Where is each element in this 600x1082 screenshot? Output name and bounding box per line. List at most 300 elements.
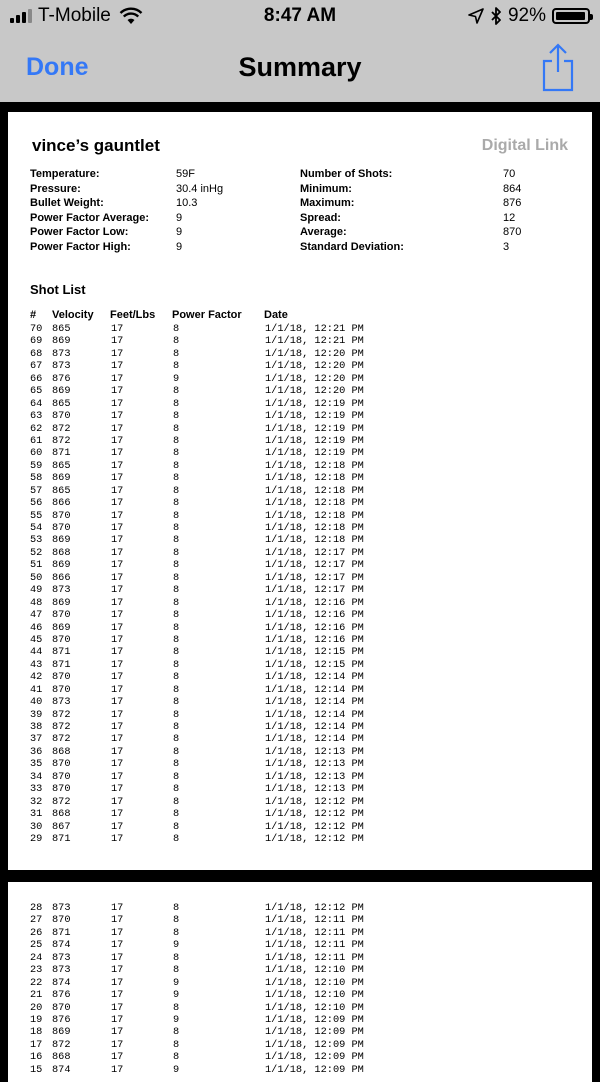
- feet-lbs-cell: 17: [111, 584, 124, 597]
- shot-number: 59: [30, 459, 43, 472]
- power-factor-cell: 8: [173, 758, 180, 771]
- date-cell: 1/1/18, 12:10 PM: [265, 964, 364, 977]
- feet-lbs-cell: 17: [111, 323, 124, 335]
- velocity-cell: 874: [52, 1063, 71, 1076]
- power-factor-cell: 8: [173, 926, 180, 939]
- date-cell: 1/1/18, 12:13 PM: [265, 758, 364, 771]
- power-factor-cell: 8: [173, 914, 180, 927]
- velocity-cell: 872: [52, 721, 71, 733]
- feet-lbs-cell: 17: [111, 534, 124, 547]
- column-header-date: Date: [264, 309, 288, 321]
- velocity-cell: 870: [52, 683, 71, 696]
- power-factor-cell: 8: [173, 621, 180, 634]
- power-factor-cell: 8: [173, 951, 180, 964]
- feet-lbs-cell: 17: [111, 497, 124, 510]
- feet-lbs-cell: 17: [111, 1038, 124, 1051]
- velocity-cell: 872: [52, 434, 71, 447]
- power-factor-cell: 8: [173, 721, 180, 733]
- velocity-cell: 870: [52, 671, 71, 684]
- power-factor-cell: 8: [173, 397, 180, 410]
- shot-number: 65: [30, 385, 43, 398]
- power-factor-cell: 8: [173, 410, 180, 423]
- date-cell: 1/1/18, 12:18 PM: [265, 459, 364, 472]
- power-factor-cell: 8: [173, 658, 180, 671]
- date-cell: 1/1/18, 12:18 PM: [265, 509, 364, 522]
- velocity-cell: 870: [52, 410, 71, 423]
- stat-value: 876: [503, 197, 522, 209]
- date-cell: 1/1/18, 12:09 PM: [265, 1013, 364, 1026]
- date-cell: 1/1/18, 12:16 PM: [265, 609, 364, 622]
- feet-lbs-cell: 17: [111, 820, 124, 833]
- velocity-cell: 866: [52, 497, 71, 510]
- velocity-cell: 872: [52, 733, 71, 746]
- date-cell: 1/1/18, 12:11 PM: [265, 914, 364, 927]
- feet-lbs-cell: 17: [111, 708, 124, 721]
- power-factor-cell: 8: [173, 696, 180, 709]
- velocity-cell: 871: [52, 832, 71, 845]
- column-header-feet-lbs: Feet/Lbs: [110, 309, 156, 321]
- velocity-cell: 868: [52, 1051, 71, 1064]
- velocity-cell: 869: [52, 335, 71, 348]
- feet-lbs-cell: 17: [111, 808, 124, 821]
- date-cell: 1/1/18, 12:15 PM: [265, 646, 364, 659]
- shot-number: 49: [30, 584, 43, 597]
- velocity-cell: 865: [52, 484, 71, 497]
- velocity-cell: 870: [52, 609, 71, 622]
- date-cell: 1/1/18, 12:20 PM: [265, 347, 364, 360]
- stat-label: Average:: [300, 226, 347, 238]
- date-cell: 1/1/18, 12:17 PM: [265, 559, 364, 572]
- stat-label: Minimum:: [300, 182, 352, 195]
- velocity-cell: 876: [52, 1013, 71, 1026]
- feet-lbs-cell: 17: [111, 795, 124, 808]
- stat-value: 59F: [176, 168, 195, 180]
- location-arrow-icon: [468, 8, 484, 24]
- stat-label: Bullet Weight:: [30, 197, 104, 209]
- date-cell: 1/1/18, 12:19 PM: [265, 397, 364, 410]
- velocity-cell: 870: [52, 770, 71, 783]
- status-right-group: [468, 5, 590, 27]
- feet-lbs-cell: 17: [111, 447, 124, 460]
- date-cell: 1/1/18, 12:14 PM: [265, 721, 364, 733]
- shot-number: 15: [30, 1063, 43, 1076]
- shot-number: 42: [30, 671, 43, 684]
- feet-lbs-cell: 17: [111, 658, 124, 671]
- power-factor-cell: 8: [173, 546, 180, 559]
- power-factor-cell: 8: [173, 1051, 180, 1064]
- power-factor-cell: 9: [173, 1063, 180, 1076]
- shot-number: 38: [30, 721, 43, 733]
- stat-label: Power Factor Average:: [30, 211, 150, 224]
- share-icon[interactable]: [538, 42, 578, 92]
- feet-lbs-cell: 17: [111, 832, 124, 845]
- shot-number: 54: [30, 522, 43, 534]
- stat-value: 9: [176, 211, 183, 224]
- feet-lbs-cell: 17: [111, 1063, 124, 1076]
- velocity-cell: 873: [52, 902, 71, 914]
- feet-lbs-cell: 17: [111, 783, 124, 796]
- shot-number: 56: [30, 497, 43, 510]
- shot-number: 26: [30, 926, 43, 939]
- date-cell: 1/1/18, 12:10 PM: [265, 976, 364, 989]
- date-cell: 1/1/18, 12:12 PM: [265, 832, 364, 845]
- stat-value: 10.3: [176, 197, 198, 209]
- shot-number: 60: [30, 447, 43, 460]
- power-factor-cell: 8: [173, 484, 180, 497]
- feet-lbs-cell: 17: [111, 1001, 124, 1014]
- date-cell: 1/1/18, 12:18 PM: [265, 472, 364, 485]
- power-factor-cell: 9: [173, 976, 180, 989]
- power-factor-cell: 8: [173, 683, 180, 696]
- shot-number: 41: [30, 683, 43, 696]
- shot-number: 53: [30, 534, 43, 547]
- stat-value: 9: [176, 226, 183, 238]
- power-factor-cell: 8: [173, 820, 180, 833]
- shot-number: 58: [30, 472, 43, 485]
- velocity-cell: 870: [52, 914, 71, 927]
- stat-label: Temperature:: [30, 168, 100, 180]
- velocity-cell: 869: [52, 559, 71, 572]
- date-cell: 1/1/18, 12:12 PM: [265, 820, 364, 833]
- feet-lbs-cell: 17: [111, 770, 124, 783]
- feet-lbs-cell: 17: [111, 989, 124, 1002]
- velocity-cell: 867: [52, 820, 71, 833]
- date-cell: 1/1/18, 12:20 PM: [265, 385, 364, 398]
- power-factor-cell: 8: [173, 733, 180, 746]
- date-cell: 1/1/18, 12:19 PM: [265, 447, 364, 460]
- date-cell: 1/1/18, 12:16 PM: [265, 621, 364, 634]
- power-factor-cell: 8: [173, 770, 180, 783]
- date-cell: 1/1/18, 12:11 PM: [265, 926, 364, 939]
- velocity-cell: 873: [52, 951, 71, 964]
- feet-lbs-cell: 17: [111, 696, 124, 709]
- date-cell: 1/1/18, 12:21 PM: [265, 335, 364, 348]
- date-cell: 1/1/18, 12:16 PM: [265, 596, 364, 609]
- shot-number: 44: [30, 646, 43, 659]
- velocity-cell: 871: [52, 646, 71, 659]
- shot-number: 48: [30, 596, 43, 609]
- feet-lbs-cell: 17: [111, 459, 124, 472]
- feet-lbs-cell: 17: [111, 522, 124, 534]
- velocity-cell: 869: [52, 534, 71, 547]
- feet-lbs-cell: 17: [111, 914, 124, 927]
- date-cell: 1/1/18, 12:15 PM: [265, 658, 364, 671]
- document-page-1[interactable]: [8, 112, 592, 870]
- carrier-name: T-Mobile: [38, 5, 111, 26]
- power-factor-cell: 8: [173, 1038, 180, 1051]
- velocity-cell: 869: [52, 472, 71, 485]
- shot-number: 40: [30, 696, 43, 709]
- document-page-2[interactable]: [8, 882, 592, 1082]
- shot-number: 22: [30, 976, 43, 989]
- power-factor-cell: 8: [173, 335, 180, 348]
- date-cell: 1/1/18, 12:18 PM: [265, 497, 364, 510]
- feet-lbs-cell: 17: [111, 509, 124, 522]
- feet-lbs-cell: 17: [111, 1026, 124, 1039]
- shot-number: 63: [30, 410, 43, 423]
- velocity-cell: 876: [52, 372, 71, 385]
- shot-number: 67: [30, 360, 43, 373]
- date-cell: 1/1/18, 12:20 PM: [265, 360, 364, 373]
- stat-value: 12: [503, 211, 516, 224]
- shot-number: 43: [30, 658, 43, 671]
- power-factor-cell: 8: [173, 509, 180, 522]
- shot-number: 33: [30, 783, 43, 796]
- date-cell: 1/1/18, 12:09 PM: [265, 1063, 364, 1076]
- date-cell: 1/1/18, 12:13 PM: [265, 783, 364, 796]
- power-factor-cell: 8: [173, 745, 180, 758]
- date-cell: 1/1/18, 12:12 PM: [265, 808, 364, 821]
- feet-lbs-cell: 17: [111, 596, 124, 609]
- date-cell: 1/1/18, 12:11 PM: [265, 939, 364, 952]
- feet-lbs-cell: 17: [111, 571, 124, 584]
- date-cell: 1/1/18, 12:19 PM: [265, 422, 364, 435]
- velocity-cell: 870: [52, 522, 71, 534]
- velocity-cell: 870: [52, 783, 71, 796]
- shot-number: 47: [30, 609, 43, 622]
- velocity-cell: 868: [52, 745, 71, 758]
- power-factor-cell: 8: [173, 609, 180, 622]
- velocity-cell: 870: [52, 509, 71, 522]
- shot-number: 20: [30, 1001, 43, 1014]
- stat-value: 870: [503, 226, 522, 238]
- velocity-cell: 871: [52, 926, 71, 939]
- shot-number: 39: [30, 708, 43, 721]
- shot-number: 61: [30, 434, 43, 447]
- shot-number: 35: [30, 758, 43, 771]
- velocity-cell: 871: [52, 658, 71, 671]
- date-cell: 1/1/18, 12:17 PM: [265, 546, 364, 559]
- date-cell: 1/1/18, 12:09 PM: [265, 1038, 364, 1051]
- stat-value: 3: [503, 240, 510, 253]
- shot-number: 16: [30, 1051, 43, 1064]
- shot-number: 36: [30, 745, 43, 758]
- date-cell: 1/1/18, 12:14 PM: [265, 733, 364, 746]
- velocity-cell: 866: [52, 571, 71, 584]
- feet-lbs-cell: 17: [111, 745, 124, 758]
- date-cell: 1/1/18, 12:12 PM: [265, 902, 364, 914]
- feet-lbs-cell: 17: [111, 733, 124, 746]
- document-name: vince’s gauntlet: [32, 136, 160, 155]
- shot-number: 25: [30, 939, 43, 952]
- date-cell: 1/1/18, 12:13 PM: [265, 770, 364, 783]
- battery-percent: 92%: [507, 5, 546, 26]
- velocity-cell: 872: [52, 795, 71, 808]
- power-factor-cell: 8: [173, 459, 180, 472]
- velocity-cell: 870: [52, 633, 71, 646]
- velocity-cell: 873: [52, 584, 71, 597]
- power-factor-cell: 8: [173, 832, 180, 845]
- feet-lbs-cell: 17: [111, 1013, 124, 1026]
- shot-number: 57: [30, 484, 43, 497]
- velocity-cell: 869: [52, 385, 71, 398]
- feet-lbs-cell: 17: [111, 609, 124, 622]
- clock: 8:47 AM: [263, 5, 337, 26]
- velocity-cell: 872: [52, 1038, 71, 1051]
- power-factor-cell: 8: [173, 708, 180, 721]
- shot-number: 32: [30, 795, 43, 808]
- feet-lbs-cell: 17: [111, 397, 124, 410]
- date-cell: 1/1/18, 12:18 PM: [265, 534, 364, 547]
- stat-label: Standard Deviation:: [300, 240, 404, 253]
- navigation-bar: [0, 34, 600, 102]
- power-factor-cell: 8: [173, 902, 180, 914]
- date-cell: 1/1/18, 12:17 PM: [265, 584, 364, 597]
- column-header-velocity: Velocity: [52, 309, 94, 321]
- power-factor-cell: 8: [173, 360, 180, 373]
- shot-number: 50: [30, 571, 43, 584]
- feet-lbs-cell: 17: [111, 335, 124, 348]
- power-factor-cell: 8: [173, 795, 180, 808]
- velocity-cell: 871: [52, 447, 71, 460]
- shot-number: 66: [30, 372, 43, 385]
- power-factor-cell: 8: [173, 347, 180, 360]
- feet-lbs-cell: 17: [111, 758, 124, 771]
- battery-icon: [552, 8, 590, 24]
- feet-lbs-cell: 17: [111, 546, 124, 559]
- feet-lbs-cell: 17: [111, 472, 124, 485]
- velocity-cell: 873: [52, 964, 71, 977]
- date-cell: 1/1/18, 12:18 PM: [265, 484, 364, 497]
- power-factor-cell: 8: [173, 447, 180, 460]
- date-cell: 1/1/18, 12:17 PM: [265, 571, 364, 584]
- feet-lbs-cell: 17: [111, 939, 124, 952]
- feet-lbs-cell: 17: [111, 434, 124, 447]
- velocity-cell: 868: [52, 546, 71, 559]
- power-factor-cell: 8: [173, 584, 180, 597]
- shot-number: 51: [30, 559, 43, 572]
- velocity-cell: 865: [52, 459, 71, 472]
- stat-label: Pressure:: [30, 182, 81, 195]
- feet-lbs-cell: 17: [111, 347, 124, 360]
- date-cell: 1/1/18, 12:20 PM: [265, 372, 364, 385]
- shot-number: 68: [30, 347, 43, 360]
- stat-label: Power Factor Low:: [30, 226, 129, 238]
- power-factor-cell: 8: [173, 1026, 180, 1039]
- top-bar: [0, 0, 600, 102]
- power-factor-cell: 8: [173, 323, 180, 335]
- feet-lbs-cell: 17: [111, 926, 124, 939]
- date-cell: 1/1/18, 12:10 PM: [265, 1001, 364, 1014]
- velocity-cell: 869: [52, 596, 71, 609]
- power-factor-cell: 8: [173, 646, 180, 659]
- power-factor-cell: 8: [173, 522, 180, 534]
- power-factor-cell: 8: [173, 385, 180, 398]
- feet-lbs-cell: 17: [111, 902, 124, 914]
- column-header-number: #: [30, 309, 37, 321]
- shot-number: 28: [30, 902, 43, 914]
- shot-number: 31: [30, 808, 43, 821]
- shot-number: 21: [30, 989, 43, 1002]
- power-factor-cell: 8: [173, 472, 180, 485]
- column-header-power-factor: Power Factor: [172, 309, 242, 321]
- velocity-cell: 872: [52, 708, 71, 721]
- date-cell: 1/1/18, 12:19 PM: [265, 434, 364, 447]
- velocity-cell: 869: [52, 1026, 71, 1039]
- date-cell: 1/1/18, 12:11 PM: [265, 951, 364, 964]
- feet-lbs-cell: 17: [111, 646, 124, 659]
- shot-number: 34: [30, 770, 43, 783]
- date-cell: 1/1/18, 12:14 PM: [265, 696, 364, 709]
- feet-lbs-cell: 17: [111, 671, 124, 684]
- stat-value: 30.4 inHg: [176, 182, 224, 195]
- date-cell: 1/1/18, 12:13 PM: [265, 745, 364, 758]
- power-factor-cell: 8: [173, 422, 180, 435]
- feet-lbs-cell: 17: [111, 721, 124, 733]
- power-factor-cell: 8: [173, 497, 180, 510]
- bluetooth-icon: [490, 7, 502, 25]
- shot-number: 29: [30, 832, 43, 845]
- date-cell: 1/1/18, 12:10 PM: [265, 989, 364, 1002]
- date-cell: 1/1/18, 12:14 PM: [265, 708, 364, 721]
- shot-number: 18: [30, 1026, 43, 1039]
- feet-lbs-cell: 17: [111, 372, 124, 385]
- stat-label: Maximum:: [300, 197, 355, 209]
- feet-lbs-cell: 17: [111, 484, 124, 497]
- power-factor-cell: 8: [173, 633, 180, 646]
- power-factor-cell: 8: [173, 964, 180, 977]
- stat-label: Number of Shots:: [300, 168, 393, 180]
- date-cell: 1/1/18, 12:16 PM: [265, 633, 364, 646]
- shot-number: 52: [30, 546, 43, 559]
- source-label: Digital Link: [481, 137, 568, 154]
- date-cell: 1/1/18, 12:12 PM: [265, 795, 364, 808]
- stat-label: Spread:: [300, 211, 341, 224]
- shot-number: 27: [30, 914, 43, 927]
- power-factor-cell: 8: [173, 671, 180, 684]
- date-cell: 1/1/18, 12:18 PM: [265, 522, 364, 534]
- shot-number: 46: [30, 621, 43, 634]
- shot-number: 70: [30, 323, 43, 335]
- shot-number: 23: [30, 964, 43, 977]
- date-cell: 1/1/18, 12:09 PM: [265, 1026, 364, 1039]
- feet-lbs-cell: 17: [111, 633, 124, 646]
- velocity-cell: 876: [52, 989, 71, 1002]
- feet-lbs-cell: 17: [111, 559, 124, 572]
- shot-number: 37: [30, 733, 43, 746]
- stat-value: 9: [176, 240, 183, 253]
- feet-lbs-cell: 17: [111, 360, 124, 373]
- shot-number: 55: [30, 509, 43, 522]
- power-factor-cell: 8: [173, 534, 180, 547]
- power-factor-cell: 9: [173, 1013, 180, 1026]
- date-cell: 1/1/18, 12:09 PM: [265, 1051, 364, 1064]
- feet-lbs-cell: 17: [111, 1051, 124, 1064]
- power-factor-cell: 9: [173, 939, 180, 952]
- page-title: Summary: [238, 52, 362, 82]
- shot-number: 30: [30, 820, 43, 833]
- power-factor-cell: 9: [173, 372, 180, 385]
- velocity-cell: 870: [52, 758, 71, 771]
- date-cell: 1/1/18, 12:14 PM: [265, 683, 364, 696]
- power-factor-cell: 8: [173, 571, 180, 584]
- shot-number: 64: [30, 397, 43, 410]
- feet-lbs-cell: 17: [111, 385, 124, 398]
- done-button[interactable]: Done: [26, 53, 89, 81]
- shot-number: 24: [30, 951, 43, 964]
- date-cell: 1/1/18, 12:14 PM: [265, 671, 364, 684]
- velocity-cell: 868: [52, 808, 71, 821]
- feet-lbs-cell: 17: [111, 683, 124, 696]
- feet-lbs-cell: 17: [111, 422, 124, 435]
- velocity-cell: 865: [52, 397, 71, 410]
- velocity-cell: 873: [52, 347, 71, 360]
- feet-lbs-cell: 17: [111, 976, 124, 989]
- feet-lbs-cell: 17: [111, 964, 124, 977]
- date-cell: 1/1/18, 12:19 PM: [265, 410, 364, 423]
- feet-lbs-cell: 17: [111, 621, 124, 634]
- velocity-cell: 874: [52, 939, 71, 952]
